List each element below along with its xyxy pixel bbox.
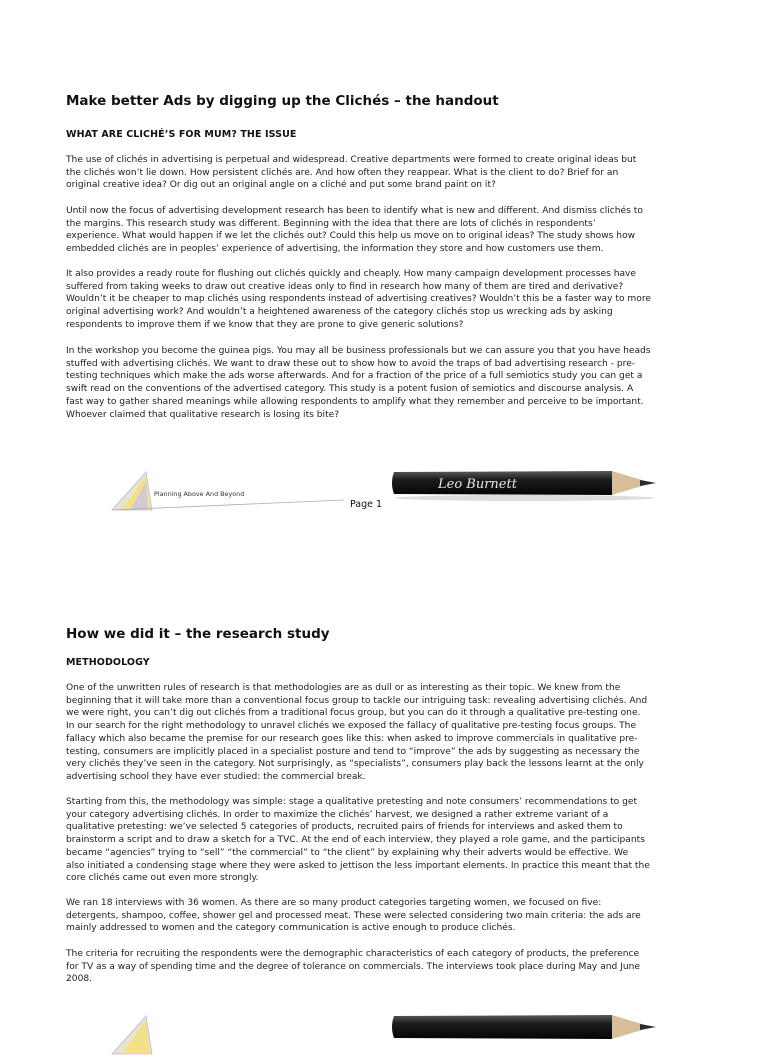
planning-logo xyxy=(108,466,348,514)
pencil-logo xyxy=(390,1010,660,1046)
paragraph: The criteria for recruiting the respondents were the demographic characteristics of each category of products, the preference for TV as a way of spending time and the degree of tolerance on commercials. The interviews took place during May and June 2008. xyxy=(66,949,640,985)
paragraph: In the workshop you become the guinea pigs. You may all be business professionals but we can assure you that you have heads stuffed with advertising clichés. We want to draw these out to show how to avoid the traps of bad advertising research - pre- testing techniques which make the ads worse afterwards. And for a fraction of the price of a full semiotics study you can get a swift read on the conventions of the advertised category. This study is a potent fusion of semiotics and discourse analysis. A fast way to gather shared meanings while allowing respondents to amplify what they remember and perceive to be important. Whoever claimed that qualitative research is losing its bite? xyxy=(66,346,651,420)
signature-text: Leo Burnett xyxy=(438,477,517,492)
section-heading: WHAT ARE CLICHÉ’S FOR MUM? THE ISSUE xyxy=(66,129,297,140)
paragraph: Starting from this, the methodology was simple: stage a qualitative pretesting and note consumers’ recommendations to get your category advertising clichés. In order to maximize the clichés’ harvest, we designed a rather extreme variant of a qualitative pretesting: we’ve selected 5 categories of products, recruited pairs of friends for interviews and asked them to brainstorm a script and to draw a sketch for a TVC. At the end of each interview, they played a role game, and the participants became “agencies” trying to “sell” “the commercial” to “the client” by explaining why their adverts would be effective. We also initiated a condensing stage where they were asked to jettison the less important elements. In practice this meant that the core clichés came out even more strongly. xyxy=(66,797,650,884)
document-page-2 xyxy=(0,600,768,1024)
pencil-logo xyxy=(390,466,660,502)
page-title: How we did it – the research study xyxy=(66,626,330,642)
paragraph: The use of clichés in advertising is perpetual and widespread. Creative departments were formed to create original ideas but the clichés won’t lie down. How persistent clichés are. And how often they reappear. What is the client to do? Brief for an original creative idea? Or dig out an original angle on a cliché and put some brand paint on it? xyxy=(66,155,637,191)
paragraph: We ran 18 interviews with 36 women. As there are so many product categories targeting women, we focused on five: detergents, shampoo, coffee, shower gel and processed meat. These were selected considering two main criteria: the ads are mainly addressed to women and the category communication is active enough to produce clichés. xyxy=(66,898,641,934)
paragraph: Until now the focus of advertising development research has been to identify what is new and different. And dismiss clichés to the margins. This research study was different. Beginning with the idea that there are lots of clichés in respondents’ experience. What would happen if we let the clichés out? Could this help us move on to original ideas? The study shows how embedded clichés are in peoples’ experience of advertising, the information they store and how customers use them. xyxy=(66,206,643,255)
section-heading: METHODOLOGY xyxy=(66,657,150,668)
page-title: Make better Ads by digging up the Clichés – the handout xyxy=(66,93,499,109)
planning-logo xyxy=(108,1010,348,1058)
page-number: Page 1 xyxy=(350,499,383,510)
logo-text: Planning Above And Beyond xyxy=(154,490,245,498)
paragraph: It also provides a ready route for flushing out clichés quickly and cheaply. How many campaign development processes have suffered from taking weeks to draw out creative ideas only to find in research how many of them are tired and derivative? Wouldn’t it be cheaper to map clichés using respondents instead of advertising creatives? Wouldn’t this be a faster way to more original advertising work? And wouldn’t a heightened awareness of the category clichés stop us wrecking ads by asking respondents to improve them if we know that they are prone to give generic solutions? xyxy=(66,269,651,330)
paragraph: One of the unwritten rules of research is that methodologies are as dull or as interesting as their topic. We knew from the beginning that it will take more than a conventional focus group to tackle our intriguing task: revealing advertising clichés. And we were right, you can’t dig out clichés from a traditional focus group, but you can do it through a qualitative pre-testing one. In our search for the right methodology to unravel clichés we exposed the fallacy of qualitative pre-testing focus groups. The fallacy which also became the premise for our research goes like this: when asked to improve commercials in qualitative pre- testing, consumers are implicitly placed in a specialist posture and tend to “improve” the ads by suggesting as necessary the very clichés they’ve seen in the category. Not surprisingly, as “specialists”, consumers play back the lessons learnt at the only advertising school they have ever studied: the commercial break. xyxy=(66,683,648,782)
